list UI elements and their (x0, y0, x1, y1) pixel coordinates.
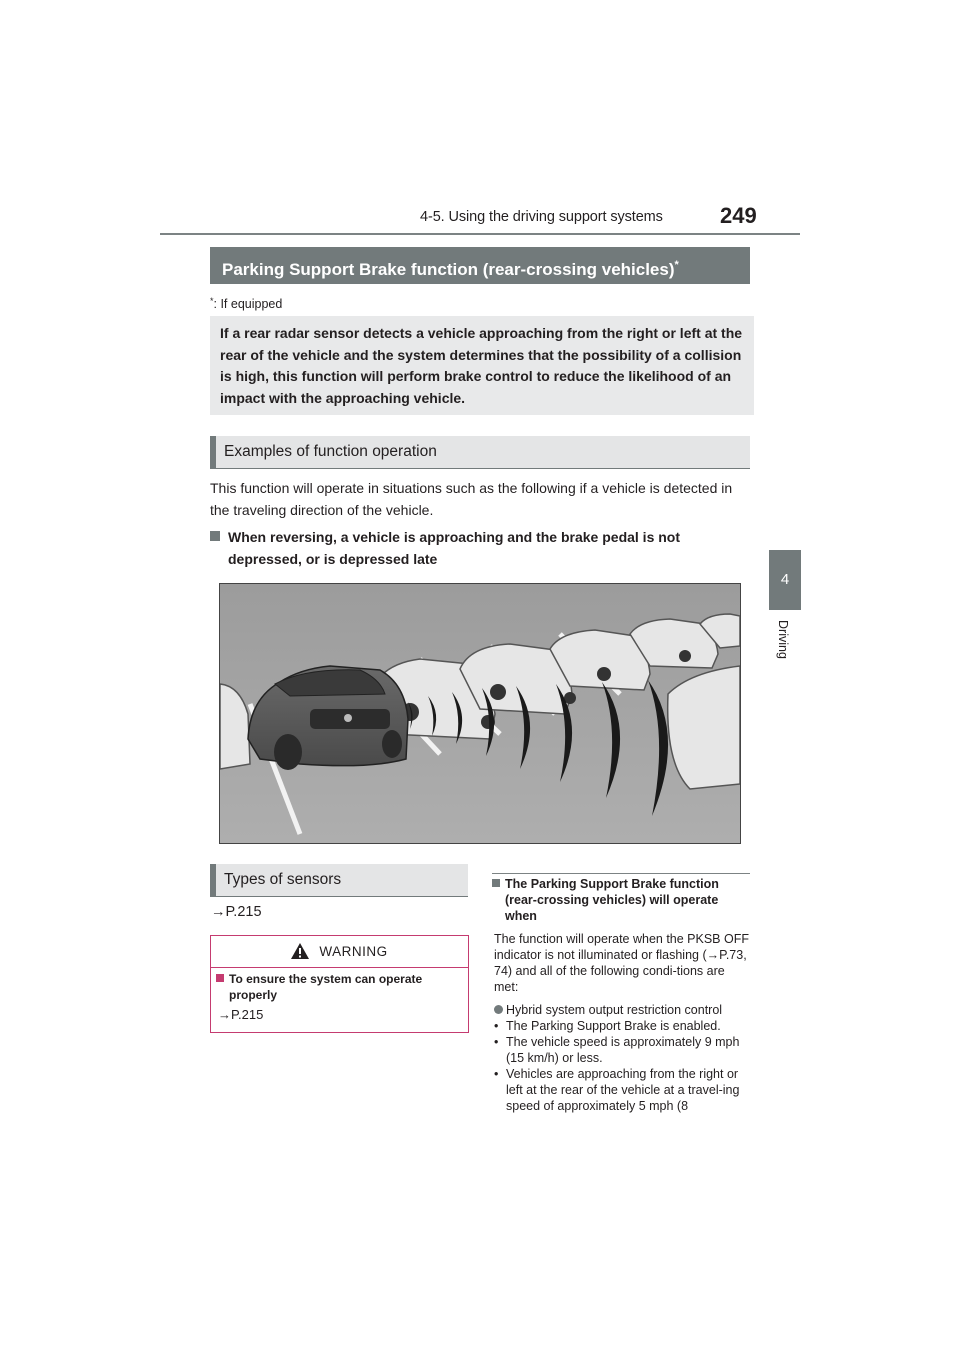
operation-body: The function will operate when the PKSB OFF indicator is not illuminated or flashing (→P.73, 74) and all of the following condi-tions are met: (494, 932, 749, 994)
warning-box (210, 935, 469, 1033)
sub-condition-item (494, 1018, 752, 1034)
warning-header (211, 936, 468, 968)
rear-crossing-illustration (219, 583, 741, 844)
dot-bullet-icon: • (494, 1067, 499, 1081)
square-bullet-icon (210, 531, 220, 541)
operation-conditions (494, 1002, 752, 1114)
examples-bullet (210, 527, 755, 570)
warning-page-ref[interactable]: →P.215 (218, 1007, 264, 1022)
examples-body: This function will operate in situations such as the following if a vehicle is detected in the traveling direction of the vehicle. (210, 480, 733, 518)
footnote (210, 296, 282, 311)
chapter-label (766, 616, 806, 676)
warning-title: WARNING (319, 944, 388, 959)
section-title: 4-5. Using the driving support systems (420, 209, 663, 225)
sub-condition-text: Vehicles are approaching from the right or left at the rear of the vehicle at a travel-ing speed of approximately 5 mph (8 (506, 1067, 740, 1113)
operation-heading (492, 876, 750, 924)
footnote-mark: * (210, 296, 214, 306)
intro-box: If a rear radar sensor detects a vehicle approaching from the right or left at the rear of the vehicle and the system determines that the possibility of a collision is high, this function will perform brake control to reduce the likelihood of an impact with the approaching vehicle. (210, 316, 754, 415)
chapter-label-text: Driving (776, 620, 790, 659)
warning-item-text: To ensure the system can operate properly (229, 972, 423, 1002)
dot-bullet-icon: • (494, 1035, 499, 1049)
parking-lot-illustration (220, 584, 740, 843)
condition-text: Hybrid system output restriction control (506, 1003, 723, 1017)
right-column-divider (492, 873, 750, 874)
dot-bullet-icon: • (494, 1019, 499, 1033)
warning-triangle-icon (291, 943, 309, 959)
chapter-tab[interactable]: 4 (769, 550, 801, 610)
sub-condition-item (494, 1066, 752, 1114)
examples-bullet-text: When reversing, a vehicle is approaching and the brake pedal is not depressed, or is depressed late (228, 529, 681, 567)
page-number: 249 (720, 203, 757, 228)
warning-item (216, 971, 461, 1003)
square-bullet-icon (216, 974, 224, 982)
sensors-page-ref[interactable]: →P.215 (211, 904, 262, 920)
sub-condition-text: The Parking Support Brake is enabled. (506, 1019, 721, 1033)
section-heading-sensors: Types of sensors (210, 864, 468, 897)
square-bullet-icon (492, 879, 500, 887)
page-title (210, 247, 750, 284)
sub-condition-item (494, 1034, 752, 1066)
header-divider (160, 233, 800, 235)
sub-condition-text: The vehicle speed is approximately 9 mph (15 km/h) or less. (506, 1035, 740, 1065)
footnote-text: : If equipped (213, 297, 283, 311)
circle-bullet-icon (494, 1005, 503, 1014)
section-heading-examples: Examples of function operation (210, 436, 750, 469)
title-footnote-mark: * (674, 259, 679, 271)
operation-heading-text: The Parking Support Brake function (rear-crossing vehicles) will operate when (505, 877, 719, 923)
condition-item (494, 1002, 752, 1018)
title-text: Parking Support Brake function (rear-crossing vehicles) (222, 260, 675, 279)
